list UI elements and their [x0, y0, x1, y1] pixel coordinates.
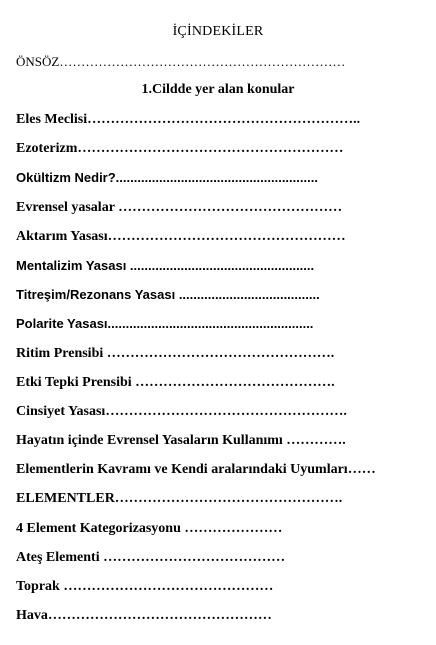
toc-entry: Elementlerin Kavramı ve Kendi aralarındaki Uyumları……	[16, 462, 376, 478]
toc-entry: 4 Element Kategorizasyonu …………………	[16, 520, 283, 536]
toc-entry: Ezoterizm…………………………………………………	[16, 141, 344, 157]
toc-entry: Aktarım Yasası……………………………………………	[16, 228, 346, 244]
toc-entry: Mentalizim Yasası ...................................................	[16, 257, 315, 273]
toc-entry: Titreşim/Rezonans Yasası .......................................	[16, 287, 320, 303]
toc-title: İÇİNDEKİLER	[172, 24, 264, 39]
toc-entry: Hayatın içinde Evrensel Yasaların Kullanımı ………….	[16, 433, 346, 449]
toc-entry: Ateş Elementi …………………………………	[16, 549, 286, 565]
toc-entry: Ritim Prensibi ………………………………………….	[16, 345, 335, 361]
toc-entry: Toprak ………………………………………	[16, 579, 274, 594]
toc-entry: ELEMENTLER………………………………………….	[16, 491, 343, 507]
toc-entry: Hava…………………………………………	[16, 608, 272, 624]
toc-entry: Okültizm Nedir?........................................................	[16, 170, 318, 186]
toc-entry: Cinsiyet Yasası…………………………………………….	[16, 403, 347, 419]
toc-entry: Polarite Yasası.........................................................	[16, 316, 314, 332]
toc-entry: Eles Meclisi…………………………………………………..	[16, 112, 361, 127]
toc-entry: Etki Tepki Prensibi …………………………………….	[16, 374, 335, 390]
volume-heading: 1.Cildde yer alan konular	[141, 82, 295, 97]
toc-list	[16, 110, 376, 635]
toc-entry: Evrensel yasalar …………………………………………	[16, 199, 343, 215]
toc-entry-preface: ÖNSÖZ…………………………………………………………	[16, 54, 346, 69]
